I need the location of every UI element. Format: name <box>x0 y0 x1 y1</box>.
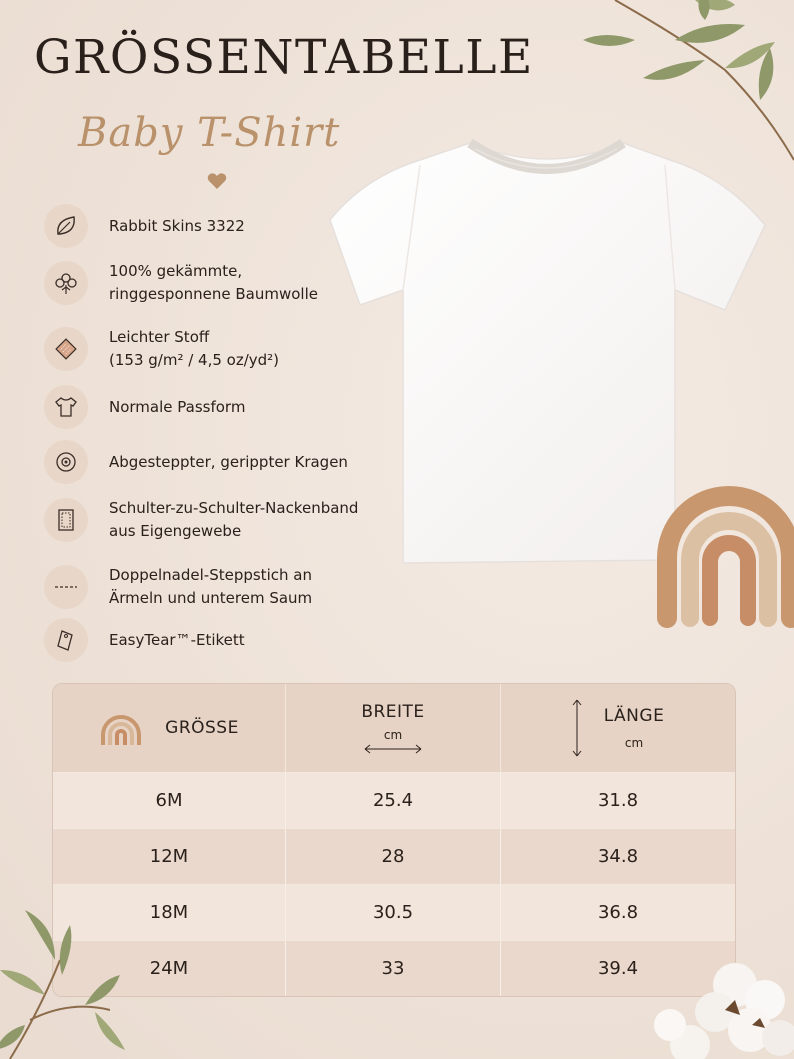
rainbow-icon <box>99 711 143 745</box>
width-cell: 28 <box>286 829 501 884</box>
feature-text: Rabbit Skins 3322 <box>109 216 245 235</box>
cotton-bolls-decoration <box>640 940 794 1059</box>
table-row <box>53 828 735 884</box>
neck-tape-icon <box>44 498 88 542</box>
table-header <box>53 684 735 772</box>
page-title: GRÖSSENTABELLE <box>34 30 534 85</box>
table-row <box>53 884 735 940</box>
dashed-stitch-icon <box>44 565 88 609</box>
header-length <box>501 684 735 772</box>
cotton-flower-icon <box>44 261 88 305</box>
length-cell: 31.8 <box>597 790 639 811</box>
length-unit: cm <box>624 736 644 750</box>
table-row <box>53 772 735 828</box>
size-cell: 12M <box>53 829 286 884</box>
vertical-arrow-icon <box>572 698 582 758</box>
feature-text: Doppelnadel-Steppstich an Ärmeln und unterem Saum <box>109 566 313 607</box>
feature-text: Schulter-zu-Schulter-Nackenband aus Eigengewebe <box>109 499 359 540</box>
width-cell: 33 <box>286 941 501 996</box>
collar-icon <box>44 440 88 484</box>
length-header-label: LÄNGE <box>603 706 665 726</box>
wooden-rainbow-decoration <box>652 468 794 628</box>
length-cell: 39.4 <box>597 958 639 979</box>
width-cell: 25.4 <box>286 773 501 828</box>
size-cell: 24M <box>53 941 286 996</box>
header-size <box>53 684 286 772</box>
feature-item <box>44 385 245 429</box>
feature-text: Normale Passform <box>109 397 246 416</box>
feature-text: EasyTear™-Etikett <box>109 630 245 649</box>
heart-icon <box>207 172 227 190</box>
product-subtitle: Baby T-Shirt <box>78 110 341 156</box>
horizontal-arrow-icon <box>363 744 423 754</box>
tshirt-outline-icon <box>44 385 88 429</box>
fabric-swatch-icon <box>44 327 88 371</box>
feature-text: Leichter Stoff (153 g/m² / 4,5 oz/yd²) <box>109 328 280 369</box>
feature-item <box>44 326 279 372</box>
feature-item <box>44 440 348 484</box>
size-table <box>52 683 736 997</box>
feature-item <box>44 204 245 248</box>
width-cell: 30.5 <box>286 885 501 940</box>
feature-text: 100% gekämmte, ringgesponnene Baumwolle <box>109 262 318 303</box>
header-width <box>286 684 501 772</box>
tag-icon <box>44 618 88 662</box>
length-cell: 36.8 <box>597 902 639 923</box>
width-unit: cm <box>383 728 403 742</box>
feature-item <box>44 497 358 543</box>
leaf-icon <box>44 204 88 248</box>
size-cell: 6M <box>53 773 286 828</box>
length-header-text <box>604 706 665 750</box>
width-header-label: BREITE <box>361 702 425 722</box>
leaves-bottom-left <box>0 900 130 1059</box>
feature-item <box>44 564 312 610</box>
feature-item <box>44 618 245 662</box>
feature-text: Abgesteppter, gerippter Kragen <box>109 452 348 471</box>
feature-item <box>44 260 318 306</box>
length-cell: 34.8 <box>597 846 639 867</box>
table-row <box>53 940 735 996</box>
size-header-label: GRÖSSE <box>165 718 239 738</box>
size-cell: 18M <box>53 885 286 940</box>
